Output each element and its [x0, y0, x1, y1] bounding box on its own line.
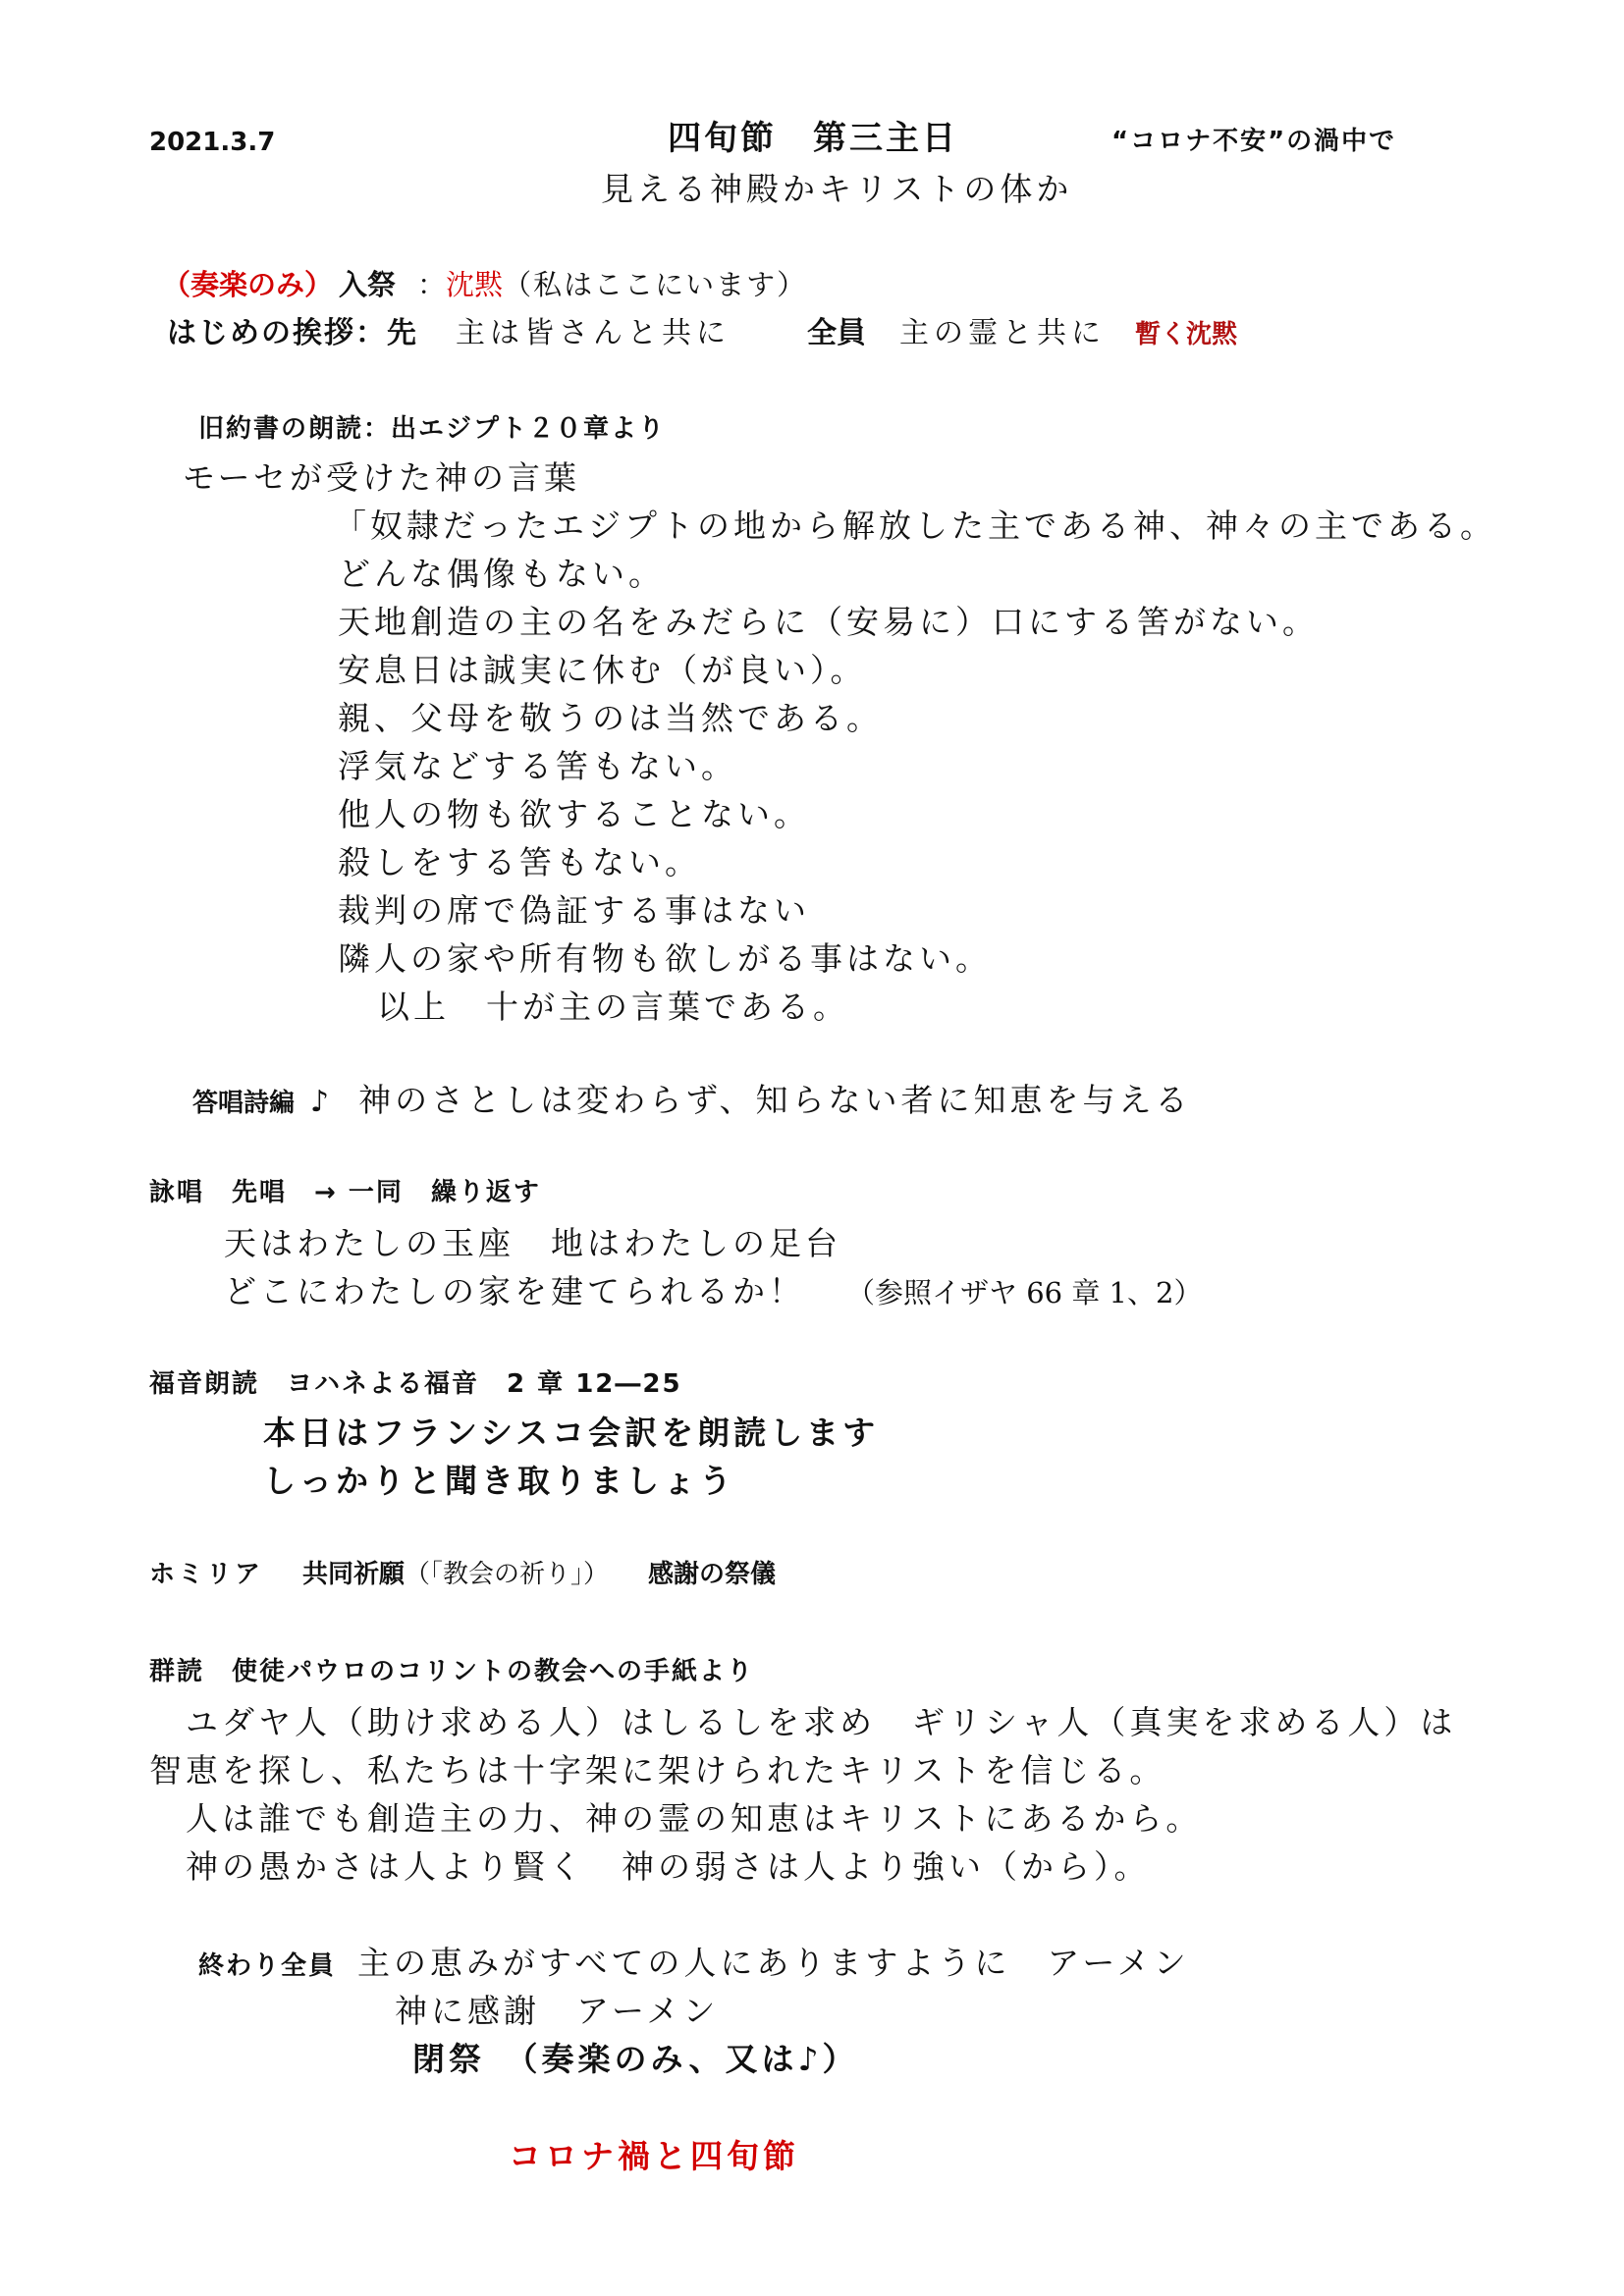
date: 2021.3.7 [149, 128, 276, 157]
all-response: 主の霊と共に [899, 316, 1106, 350]
all-label: 全員 [807, 316, 866, 350]
closing-rite: 閉祭 （奏楽のみ、又は♪） [412, 2040, 859, 2078]
commandment-line: 「奴隷だったエジプトの地から解放した主である神、神々の主である。 [334, 507, 1496, 545]
psalm-text: 神のさとしは変わらず、知らない者に知恵を与える [358, 1081, 1192, 1119]
chant-reference: （参照イザヤ 66 章 1、2） [846, 1276, 1203, 1309]
entrance-colon: ： [417, 268, 447, 301]
closing-blessing: 主の恵みがすべての人にありますように アーメン [357, 1944, 1190, 1982]
psalm-line [192, 1081, 1192, 1119]
commandment-line: どんな偶像もない。 [338, 555, 665, 593]
chant-line: 天はわたしの玉座 地はわたしの足台 [224, 1224, 841, 1262]
greeting-text: 主は皆さんと共に [456, 316, 731, 350]
gospel-note: 本日はフランシスコ会訳を朗読します [263, 1414, 880, 1452]
theme-heading: “コロナ不安”の渦中で [1111, 127, 1397, 156]
entrance-label: 入祭 [339, 268, 397, 301]
gospel-heading: 福音朗読 ヨハネよる福音 2 章 12―25 [149, 1369, 682, 1399]
prayer-label: 共同祈願 [302, 1560, 406, 1589]
entrance-prefix: （奏楽のみ） [162, 268, 334, 301]
eucharist-label: 感謝の祭儀 [648, 1560, 777, 1589]
closing-label: 終わり全員 [198, 1951, 337, 1981]
group-reading-heading: 群読 使徒パウロのコリントの教会への手紙より [149, 1657, 755, 1686]
prayer-note: （「教会の祈り」） [405, 1560, 610, 1589]
commandment-line: 他人の物も欲することない。 [338, 795, 810, 833]
gospel-note: しっかりと聞き取りましょう [263, 1462, 735, 1500]
chant-heading: 詠唱 先唱 → 一同 繰り返す [149, 1178, 541, 1207]
subtitle: 見える神殿かキリストの体か [601, 170, 1073, 208]
old-testament-intro: モーセが受けた神の言葉 [183, 458, 581, 497]
commandment-line: 親、父母を敬うのは当然である。 [338, 699, 883, 737]
chant-line: どこにわたしの家を建てられるか！ [224, 1272, 805, 1310]
group-reading-line: ユダヤ人（助け求める人）はしるしを求め ギリシャ人（真実を求める人）は [149, 1703, 1457, 1741]
silence-note: 暫く沈黙 [1135, 320, 1238, 349]
chant-line-with-reference [224, 1272, 1203, 1310]
footer-title: コロナ禍と四旬節 [509, 2137, 799, 2175]
closing-thanks: 神に感謝 アーメン [395, 1992, 720, 2030]
group-reading-line: 人は誰でも創造主の力、神の霊の知恵はキリストにあるから。 [149, 1799, 1203, 1838]
commandment-line: 安息日は誠実に休む（が良い）。 [338, 651, 867, 689]
commandment-summary: 以上 十が主の言葉である。 [377, 988, 849, 1026]
greeting-label: はじめの挨拶：先 [167, 316, 418, 350]
group-reading-line: 神の愚かさは人より賢く 神の弱さは人より強い（から）。 [149, 1847, 1151, 1886]
commandment-line: 天地創造の主の名をみだらに（安易に）口にする筈がない。 [338, 603, 1319, 641]
commandment-line: 浮気などする筈もない。 [338, 747, 737, 785]
commandment-line: 殺しをする筈もない。 [338, 843, 701, 881]
entrance-line [162, 268, 808, 301]
greeting-line [167, 316, 1238, 350]
old-testament-heading: 旧約書の朗読：出エジプト２０章より [198, 414, 667, 444]
psalm-label: 答唱詩編 [192, 1089, 296, 1118]
homily-line [149, 1562, 776, 1587]
music-note-icon: ♪ [310, 1085, 330, 1119]
entrance-song: 沈黙 [446, 268, 504, 301]
group-reading-line: 智恵を探し、私たちは十字架に架けられたキリストを信じる。 [149, 1751, 1166, 1789]
commandment-line: 隣人の家や所有物も欲しがる事はない。 [338, 939, 992, 978]
commandment-line: 裁判の席で偽証する事はない [338, 891, 810, 930]
homily-label: ホミリア [149, 1560, 264, 1589]
entrance-song-note: （私はここにいます） [503, 268, 808, 301]
closing-line [198, 1944, 1190, 1982]
page-title: 四旬節 第三主日 [668, 119, 958, 158]
